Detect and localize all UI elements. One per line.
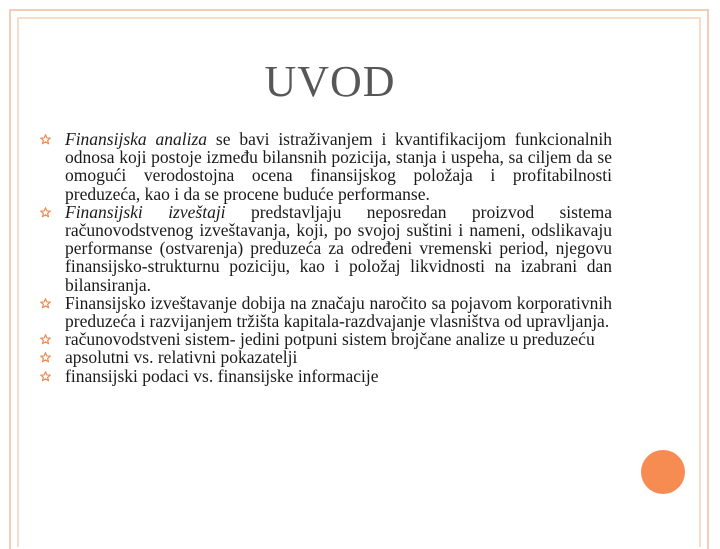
bullet-item-6 <box>40 367 612 385</box>
bullet-text: apsolutni vs. relativni pokazatelji <box>65 347 298 368</box>
bullet-lead-term: Finansijska analiza <box>65 129 208 149</box>
bullet-item-3 <box>40 294 612 330</box>
star-outline-icon <box>40 207 51 218</box>
bullet-item-5 <box>40 348 612 366</box>
bullet-lead-term: Finansijski izveštaji <box>65 201 226 222</box>
bullet-text: se bavi istraživanjem i kvantifikacijom funkcionalnih odnosa koji postoje između bilansnih pozicija, stanja i uspeha, sa ciljem da se omogući verodostojna ocena finansijskog položaja i profitabilnosti preduzeća, kao i da se procene buduće performanse. <box>65 129 613 204</box>
bullet-text: finansijski podaci vs. finansijske informacije <box>65 365 379 386</box>
bullet-item-1 <box>40 130 612 203</box>
decorative-orange-circle <box>641 450 685 494</box>
bullet-item-2 <box>40 203 612 294</box>
star-outline-icon <box>40 134 51 145</box>
slide-title: UVOD <box>264 57 396 106</box>
bullet-text: računovodstveni sistem- jedini potpuni sistem brojčane analize u preduzeću <box>65 329 595 350</box>
star-outline-icon <box>40 298 51 309</box>
star-outline-icon <box>40 371 51 382</box>
bullet-item-4 <box>40 330 612 348</box>
bullet-list <box>40 130 612 385</box>
star-outline-icon <box>40 352 51 363</box>
star-outline-icon <box>40 334 51 345</box>
bullet-text: Finansijsko izveštavanje dobija na značaju naročito sa pojavom korporativnih preduzeća i razvijanjem tržišta kapitala-razdvajanje vlasništva od upravljanja. <box>65 292 612 332</box>
bullet-text: predstavljaju neposredan proizvod sistema računovodstvenog izveštavanja, koji, po svojoj suštini i nameni, odslikavaju performanse (ostvarenja) preduzeća za određeni vremenski period, njegovu finansijsko-strukturnu poziciju, kao i položaj likvidnosti na izabrani dan bilansiranja. <box>65 201 612 295</box>
